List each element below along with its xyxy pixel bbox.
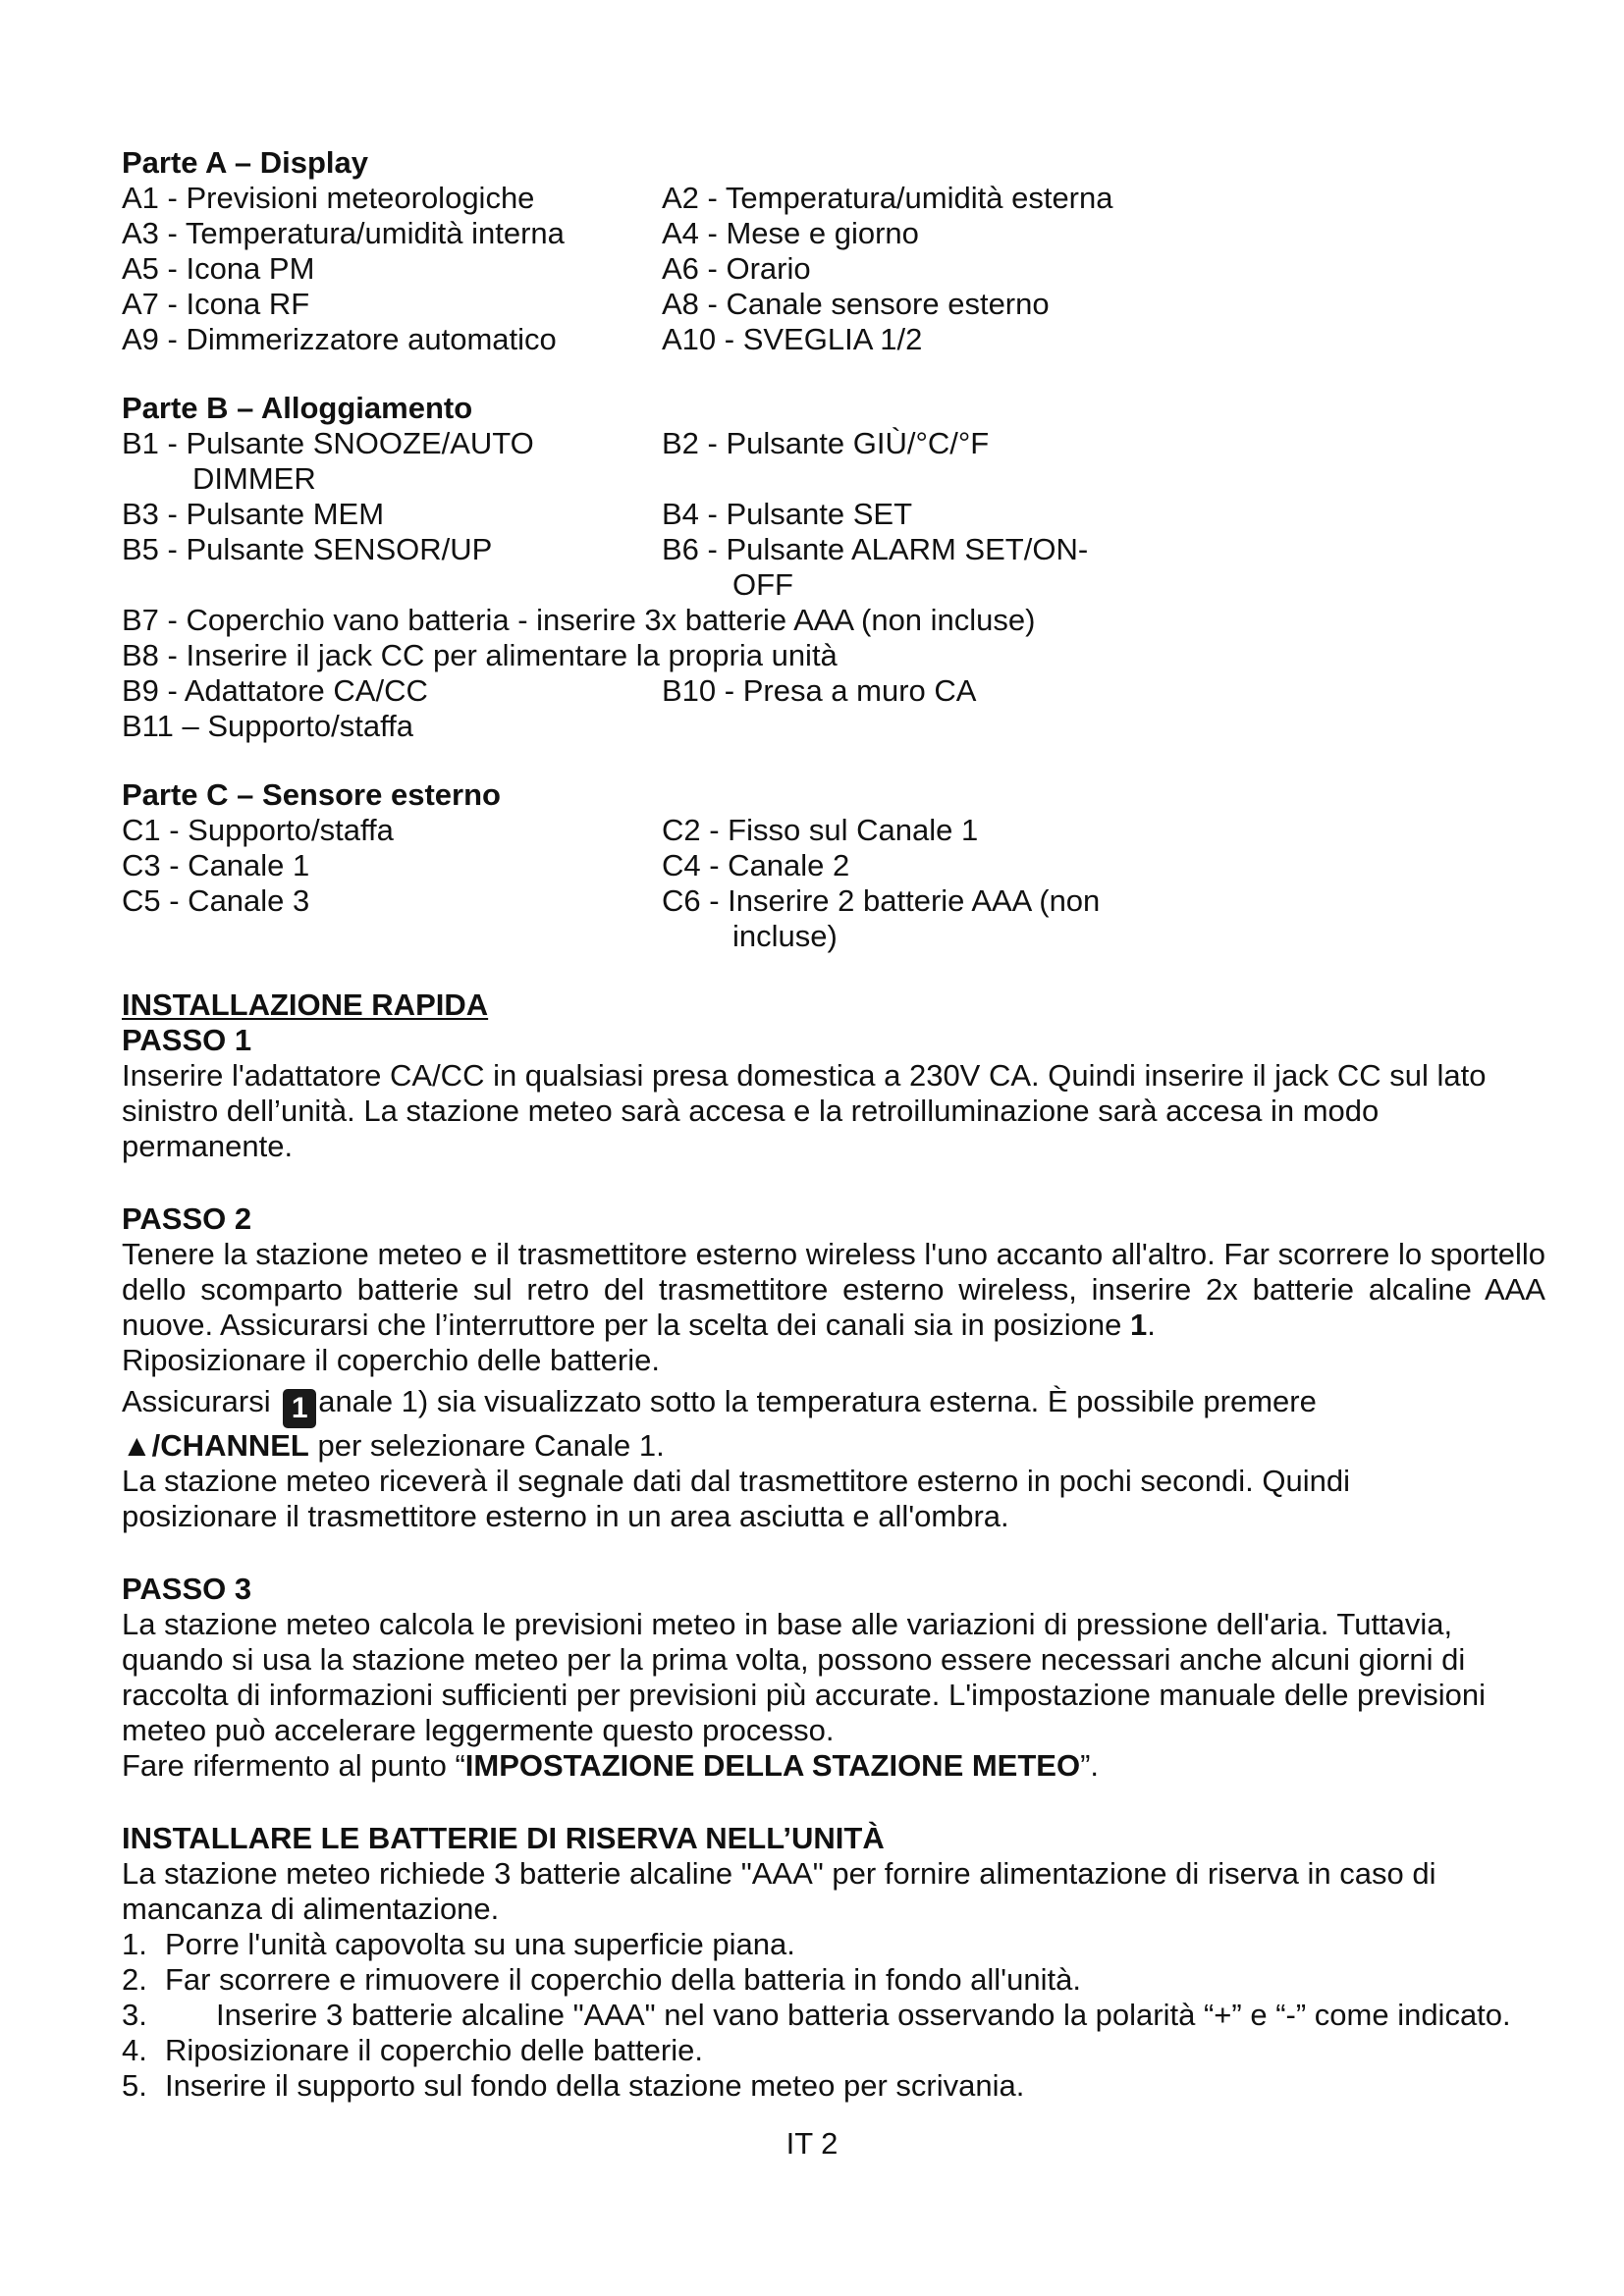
step-1-text bbox=[122, 1058, 1545, 1164]
quick-install-title: INSTALLAZIONE RAPIDA bbox=[122, 988, 489, 1022]
list-item: C3 - Canale 1 bbox=[122, 848, 310, 882]
batteries-intro: La stazione meteo richiede 3 batterie alcaline "AAA" per fornire alimentazione di riserva in caso di bbox=[122, 1856, 1436, 1891]
reference-section-name: IMPOSTAZIONE DELLA STAZIONE METEO bbox=[464, 1748, 1081, 1783]
step-2-line: La stazione meteo riceverà il segnale dati dal trasmettitore esterno in pochi secondi. Quindi bbox=[122, 1464, 1351, 1498]
list-item: B6 - Pulsante ALARM SET/ON- bbox=[662, 532, 1089, 566]
step-text: Porre l'unità capovolta su una superficie piana. bbox=[165, 1927, 795, 1961]
step-number: 1. bbox=[122, 1927, 147, 1961]
step-number: 4. bbox=[122, 2033, 147, 2067]
step-3-reference bbox=[122, 1748, 1545, 1784]
step-1-title: PASSO 1 bbox=[122, 1023, 252, 1057]
reference-text: ”. bbox=[1080, 1748, 1100, 1783]
list-item: B7 - Coperchio vano batteria - inserire 3x batterie AAA (non incluse) bbox=[122, 603, 1036, 637]
step-number: 2. bbox=[122, 1962, 147, 1997]
list-item bbox=[122, 1962, 1545, 1998]
part-b-list bbox=[122, 426, 1545, 744]
list-item: B4 - Pulsante SET bbox=[662, 497, 913, 531]
list-item: A8 - Canale sensore esterno bbox=[662, 287, 1050, 321]
step-2-line: posizionare il trasmettitore esterno in un area asciutta e all'ombra. bbox=[122, 1499, 1009, 1533]
list-item: B1 - Pulsante SNOOZE/AUTO bbox=[122, 426, 534, 460]
list-item: C6 - Inserire 2 batterie AAA (non bbox=[662, 883, 1101, 918]
list-item bbox=[122, 1927, 1545, 1962]
list-item: C4 - Canale 2 bbox=[662, 848, 850, 882]
list-item: A6 - Orario bbox=[662, 251, 811, 286]
step-2-line: Riposizionare il coperchio delle batterie. bbox=[122, 1343, 660, 1377]
part-a-title: Parte A – Display bbox=[122, 145, 368, 180]
list-item: A1 - Previsioni meteorologiche bbox=[122, 181, 535, 215]
list-item: B5 - Pulsante SENSOR/UP bbox=[122, 532, 493, 566]
step-number: 5. bbox=[122, 2068, 147, 2103]
step-2-paragraph-2 bbox=[122, 1384, 1545, 1428]
step-2-text: Assicurarsi bbox=[122, 1384, 280, 1418]
step-number: 3. bbox=[122, 1998, 147, 2032]
step-1-line: permanente. bbox=[122, 1129, 294, 1163]
list-item: A9 - Dimmerizzatore automatico bbox=[122, 322, 557, 356]
list-item: A7 - Icona RF bbox=[122, 287, 310, 321]
step-1-line: Inserire l'adattatore CA/CC in qualsiasi presa domestica a 230V CA. Quindi inserire il jack CC sul lato bbox=[122, 1058, 1487, 1093]
list-item: C5 - Canale 3 bbox=[122, 883, 310, 918]
step-3-title: PASSO 3 bbox=[122, 1572, 252, 1606]
page-number: IT 2 bbox=[785, 2126, 839, 2161]
step-3-line: quando si usa la stazione meteo per la prima volta, possono essere necessari anche alcuni giorni di bbox=[122, 1642, 1466, 1677]
manual-page bbox=[122, 145, 1545, 2104]
battery-steps-list bbox=[122, 1927, 1545, 2104]
list-item bbox=[122, 2033, 1545, 2068]
list-item: B3 - Pulsante MEM bbox=[122, 497, 385, 531]
list-item: A10 - SVEGLIA 1/2 bbox=[662, 322, 923, 356]
part-a-list bbox=[122, 181, 1545, 357]
step-1-line: sinistro dell’unità. La stazione meteo sarà accesa e la retroilluminazione sarà accesa in modo bbox=[122, 1094, 1380, 1128]
list-item: A3 - Temperatura/umidità interna bbox=[122, 216, 565, 250]
part-b-title: Parte B – Alloggiamento bbox=[122, 391, 473, 425]
list-item-continuation: incluse) bbox=[732, 919, 838, 953]
backup-batteries-title: INSTALLARE LE BATTERIE DI RISERVA NELL’UNITÀ bbox=[122, 1821, 885, 1855]
channel-button-label: ▲/CHANNEL bbox=[122, 1428, 309, 1463]
part-c-list bbox=[122, 813, 1545, 954]
step-3-line: La stazione meteo calcola le previsioni meteo in base alle variazioni di pressione dell'aria. Tuttavia, bbox=[122, 1607, 1453, 1641]
reference-text: Fare rifermento al punto “ bbox=[122, 1748, 465, 1783]
step-2-channel-line bbox=[122, 1428, 1545, 1464]
step-2-paragraph-1 bbox=[122, 1237, 1545, 1343]
channel-number: 1 bbox=[1129, 1308, 1148, 1342]
step-2-text-end: . bbox=[1147, 1308, 1156, 1342]
list-item: B8 - Inserire il jack CC per alimentare la propria unità bbox=[122, 638, 838, 672]
list-item: A4 - Mese e giorno bbox=[662, 216, 919, 250]
channel-1-icon: 1 bbox=[283, 1389, 316, 1428]
list-item-continuation: DIMMER bbox=[192, 461, 316, 496]
part-c-title: Parte C – Sensore esterno bbox=[122, 777, 501, 812]
list-item: B2 - Pulsante GIÙ/°C/°F bbox=[662, 426, 990, 460]
step-text: Far scorrere e rimuovere il coperchio della batteria in fondo all'unità. bbox=[165, 1962, 1081, 1997]
list-item: C1 - Supporto/staffa bbox=[122, 813, 394, 847]
list-item: C2 - Fisso sul Canale 1 bbox=[662, 813, 979, 847]
step-text: Inserire il supporto sul fondo della stazione meteo per scrivania. bbox=[165, 2068, 1025, 2103]
list-item: A2 - Temperatura/umidità esterna bbox=[662, 181, 1113, 215]
list-item: B9 - Adattatore CA/CC bbox=[122, 673, 428, 708]
step-2-text: per selezionare Canale 1. bbox=[308, 1428, 665, 1463]
step-2-text: anale 1) sia visualizzato sotto la temperatura esterna. È possibile premere bbox=[318, 1384, 1317, 1418]
list-item: B11 – Supporto/staffa bbox=[122, 709, 414, 743]
step-3-line: raccolta di informazioni sufficienti per previsioni più accurate. L'impostazione manuale delle previsioni bbox=[122, 1678, 1487, 1712]
step-text: Inserire 3 batterie alcaline "AAA" nel vano batteria osservando la polarità “+” e “-” come indicato. bbox=[216, 1998, 1511, 2032]
list-item bbox=[122, 2068, 1545, 2104]
step-2-text: Tenere la stazione meteo e il trasmettitore esterno wireless l'uno accanto all'altro. Far scorrere lo sportello dello scomparto batterie sul retro del trasmettitore esterno wireless, inserire 2x batterie alcaline AAA nuove. Assicurarsi che l’interruttore per la scelta dei canali sia in posizione bbox=[122, 1237, 1545, 1342]
list-item bbox=[122, 1998, 1545, 2033]
list-item: A5 - Icona PM bbox=[122, 251, 315, 286]
step-text: Riposizionare il coperchio delle batterie. bbox=[165, 2033, 703, 2067]
list-item-continuation: OFF bbox=[732, 567, 793, 602]
batteries-intro: mancanza di alimentazione. bbox=[122, 1892, 500, 1926]
step-3-line: meteo può accelerare leggermente questo processo. bbox=[122, 1713, 835, 1747]
list-item: B10 - Presa a muro CA bbox=[662, 673, 977, 708]
step-2-title: PASSO 2 bbox=[122, 1201, 252, 1236]
